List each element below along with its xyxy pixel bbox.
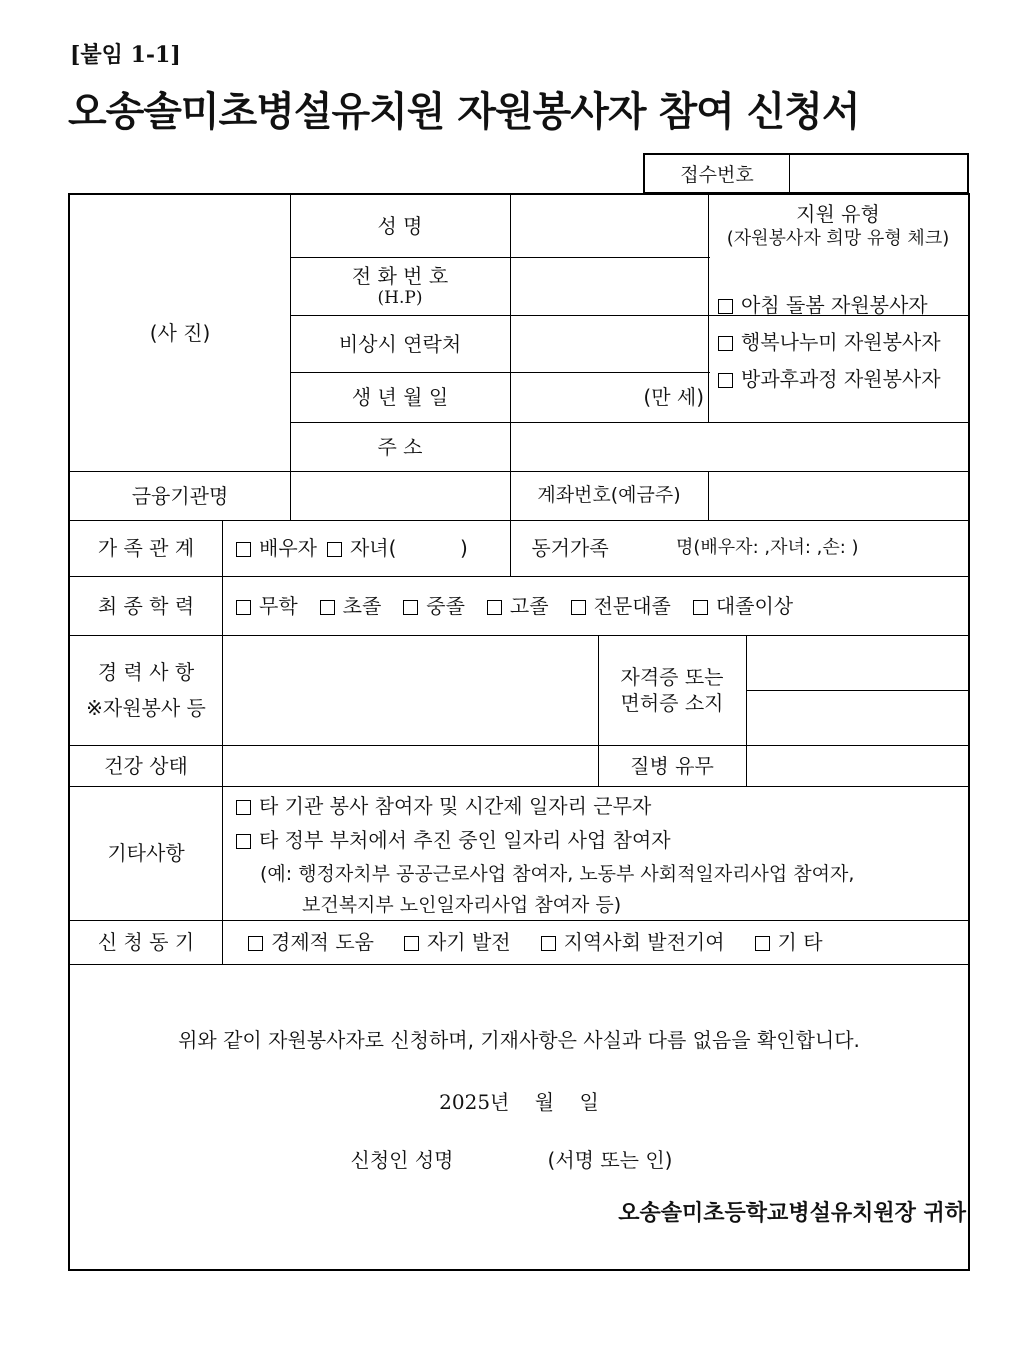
phone-label-sub: (H.P) xyxy=(377,287,423,308)
volunteer-type-options xyxy=(718,287,941,398)
receipt-number-box xyxy=(643,153,969,194)
family-options xyxy=(236,520,510,576)
applicant-name-label: 신청인 성명 xyxy=(350,1148,454,1172)
checkbox-icon[interactable] xyxy=(236,600,251,615)
checkbox-icon[interactable] xyxy=(755,936,770,951)
age-note: (만 세) xyxy=(643,385,704,409)
addressee: 오송솔미초등학교병설유치원장 귀하 xyxy=(618,1200,966,1226)
motive-label: 신 청 동 기 xyxy=(97,930,195,954)
career-label-sub: ※자원봉사 등 xyxy=(86,696,206,720)
checkbox-icon[interactable] xyxy=(571,600,586,615)
checkbox-icon[interactable] xyxy=(487,600,502,615)
education-option-none[interactable]: 무학 xyxy=(236,593,298,619)
career-label-text: 경 력 사 항 xyxy=(97,660,195,684)
volunteer-type-title: 지원 유형 xyxy=(796,202,880,227)
family-option-children[interactable]: 자녀( ) xyxy=(327,535,468,561)
phone-input[interactable] xyxy=(510,257,708,315)
health-label: 건강 상태 xyxy=(104,753,188,778)
receipt-number-label: 접수번호 xyxy=(645,155,790,192)
career-input[interactable] xyxy=(222,635,598,745)
date-line[interactable]: 2025년 월 일 xyxy=(439,1090,599,1114)
address-input[interactable] xyxy=(510,422,968,471)
checkbox-icon[interactable] xyxy=(718,336,733,351)
other-example-line-2: 보건복지부 노인일자리사업 참여자 등) xyxy=(302,894,622,916)
birthdate-input[interactable] xyxy=(510,372,708,422)
checkbox-icon[interactable] xyxy=(236,800,251,815)
name-label: 성 명 xyxy=(377,214,423,238)
checkbox-icon[interactable] xyxy=(693,600,708,615)
volunteer-type-header xyxy=(708,195,968,257)
birthdate-label: 생 년 월 일 xyxy=(351,385,449,409)
other-example-line: (예: 행정자치부 공공근로사업 참여자, 노동부 사회적일자리사업 참여자, xyxy=(260,863,855,885)
other-option-other-agency[interactable]: 타 기관 봉사 참여자 및 시간제 일자리 근무자 xyxy=(236,789,854,823)
phone-label xyxy=(290,257,510,315)
motive-option-community[interactable]: 지역사회 발전기여 xyxy=(541,929,725,955)
address-label: 주 소 xyxy=(377,434,423,459)
motive-option-other[interactable]: 기 타 xyxy=(755,929,823,955)
family-label: 가 족 관 계 xyxy=(97,536,195,560)
health-input[interactable] xyxy=(222,745,598,786)
checkbox-icon[interactable] xyxy=(236,542,251,557)
volunteer-option-morning-care[interactable]: 아침 돌봄 자원봉사자 xyxy=(718,287,941,324)
volunteer-option-sharing[interactable]: 행복나누미 자원봉사자 xyxy=(718,324,941,361)
education-option-university[interactable]: 대졸이상 xyxy=(693,593,793,619)
bank-input[interactable] xyxy=(290,471,510,520)
license-label-line2: 면허증 소지 xyxy=(620,691,724,715)
education-options xyxy=(236,576,968,635)
education-option-high[interactable]: 고졸 xyxy=(487,593,549,619)
motive-option-economic[interactable]: 경제적 도움 xyxy=(248,929,374,955)
checkbox-icon[interactable] xyxy=(718,299,733,314)
education-label: 최 종 학 력 xyxy=(97,593,195,618)
application-form xyxy=(68,193,970,1271)
cohabit-detail[interactable]: 명(배우자: ,자녀: ,손: ) xyxy=(676,537,859,559)
checkbox-icon[interactable] xyxy=(403,600,418,615)
phone-label-text: 전 화 번 호 xyxy=(351,263,449,288)
volunteer-type-subtitle: (자원봉사자 희망 유형 체크) xyxy=(726,228,950,250)
disease-input[interactable] xyxy=(746,745,968,786)
checkbox-icon[interactable] xyxy=(541,936,556,951)
motive-option-self-development[interactable]: 자기 발전 xyxy=(404,929,511,955)
account-label: 계좌번호(예금주) xyxy=(537,484,681,507)
emergency-contact-label: 비상시 연락처 xyxy=(338,331,462,356)
license-label-line1: 자격증 또는 xyxy=(620,665,724,689)
education-option-middle[interactable]: 중졸 xyxy=(403,593,465,619)
emergency-contact-input[interactable] xyxy=(510,315,708,372)
volunteer-option-after-school[interactable]: 방과후과정 자원봉사자 xyxy=(718,361,941,398)
education-option-elementary[interactable]: 초졸 xyxy=(320,593,382,619)
checkbox-icon[interactable] xyxy=(320,600,335,615)
attachment-label: [붙임 1-1] xyxy=(70,42,181,68)
license-label xyxy=(598,635,746,745)
name-input[interactable] xyxy=(510,195,708,257)
career-label xyxy=(70,635,222,745)
checkbox-icon[interactable] xyxy=(248,936,263,951)
page-title: 오송솔미초병설유치원 자원봉사자 참여 신청서 xyxy=(68,89,860,135)
photo-area[interactable]: (사 진) xyxy=(149,321,211,345)
license-input-2[interactable] xyxy=(746,690,968,745)
other-option-gov-program[interactable]: 타 정부 부처에서 추진 중인 일자리 사업 참여자 xyxy=(236,823,854,857)
checkbox-icon[interactable] xyxy=(236,834,251,849)
family-option-spouse[interactable]: 배우자 xyxy=(236,535,317,561)
signature-note[interactable]: (서명 또는 인) xyxy=(547,1148,673,1172)
checkbox-icon[interactable] xyxy=(718,373,733,388)
license-input-1[interactable] xyxy=(746,635,968,690)
motive-options xyxy=(248,920,968,964)
other-options xyxy=(236,789,854,919)
bank-label: 금융기관명 xyxy=(131,483,229,508)
cohabit-label: 동거가족 xyxy=(531,536,609,560)
account-input[interactable] xyxy=(708,471,968,520)
education-option-college[interactable]: 전문대졸 xyxy=(571,593,671,619)
disease-label: 질병 유무 xyxy=(630,753,714,778)
checkbox-icon[interactable] xyxy=(404,936,419,951)
declaration-text: 위와 같이 자원봉사자로 신청하며, 기재사항은 사실과 다름 없음을 확인합니다. xyxy=(178,1028,860,1052)
checkbox-icon[interactable] xyxy=(327,542,342,557)
other-label: 기타사항 xyxy=(107,841,185,865)
